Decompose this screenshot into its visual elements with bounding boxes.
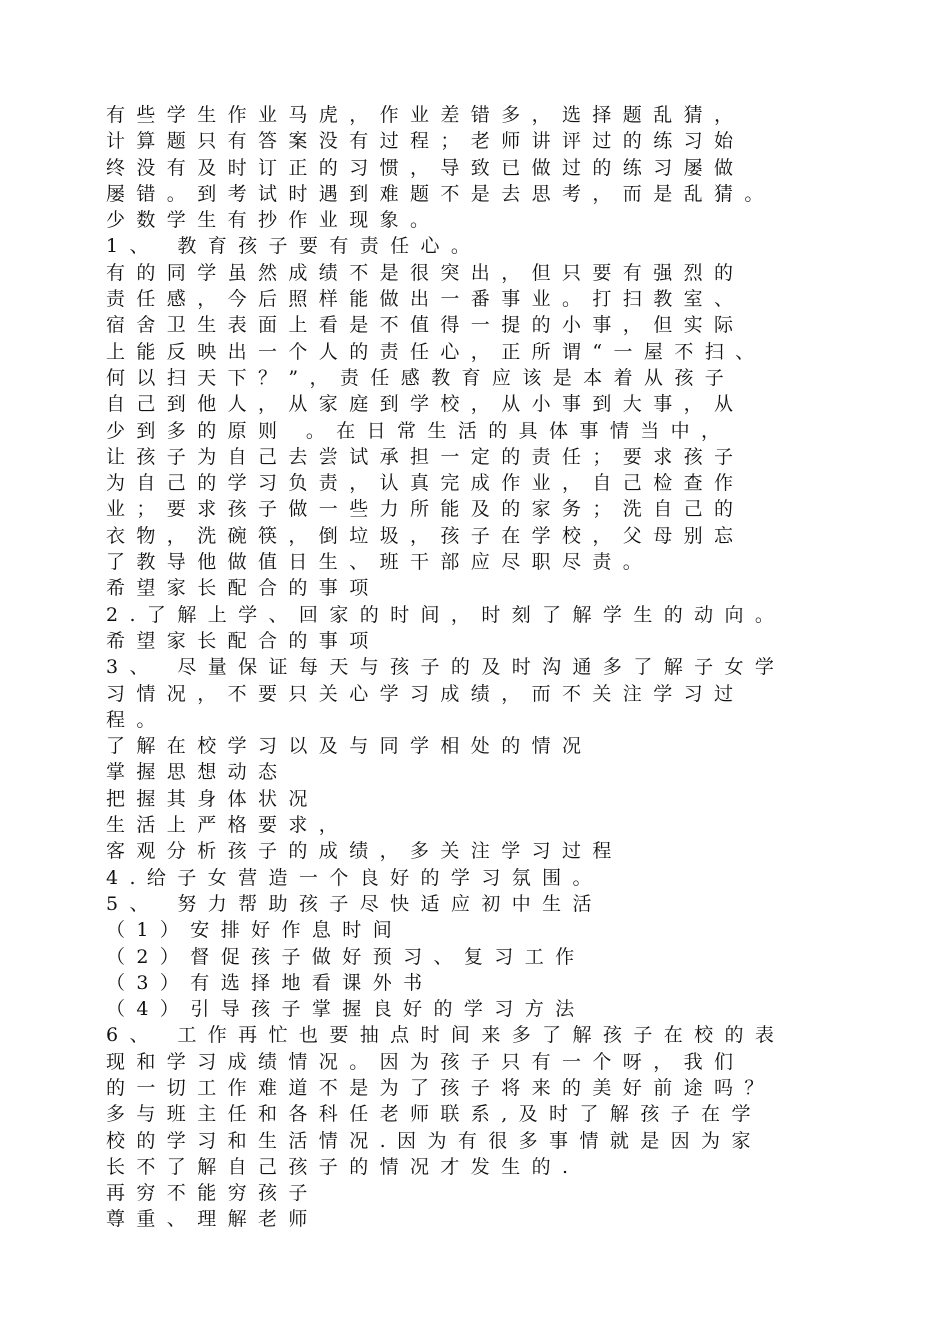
list-item: （2）督促孩子做好预习、复习工作	[106, 945, 586, 968]
text-line: 少数学生有抄作业现象。	[106, 209, 441, 232]
subheading: 希望家长配合的事项	[106, 629, 380, 652]
text-line: 习情况，不要只关心学习成绩，而不关注学习过	[106, 682, 745, 705]
text-line: 少到多的原则 。在日常生活的具体事情当中，	[106, 419, 732, 442]
text-line: 现和学习成绩情况。因为孩子只有一个呀，我们	[106, 1050, 745, 1073]
text-line: 的一切工作难道不是为了孩子将来的美好前途吗？	[106, 1076, 775, 1099]
list-item: 生活上严格要求，	[106, 814, 350, 837]
text-line: 让孩子为自己去尝试承担一定的责任；要求孩子	[106, 445, 745, 468]
list-item: （1）安排好作息时间	[106, 919, 404, 942]
document-body	[106, 102, 866, 1233]
list-item: 客观分析孩子的成绩，多关注学习过程	[106, 840, 623, 863]
text-line: 屡错。到考试时遇到难题不是去思考，而是乱猜。	[106, 182, 775, 205]
text-line: 校的学习和生活情况.因为有很多事情就是因为家	[106, 1129, 762, 1152]
list-item: 再穷不能穷孩子	[106, 1182, 319, 1205]
section-heading: 2.了解上学、回家的时间，时刻了解学生的动向。	[106, 603, 786, 626]
section-heading: 3、 尽量保证每天与孩子的及时沟通多了解子女学	[106, 656, 786, 679]
text-line: 多与班主任和各科任老师联系,及时了解孩子在学	[106, 1103, 762, 1126]
text-line: 终没有及时订正的习惯，导致已做过的练习屡做	[106, 156, 745, 179]
text-line: 责任感，今后照样能做出一番事业。打扫教室、	[106, 288, 745, 311]
text-line: 长不了解自己孩子的情况才发生的.	[106, 1155, 580, 1178]
list-item: （3）有选择地看课外书	[106, 971, 434, 994]
list-item: 了解在校学习以及与同学相处的情况	[106, 735, 593, 758]
section-heading: 5、 努力帮助孩子尽快适应初中生活	[106, 892, 603, 915]
text-line: 业；要求孩子做一些力所能及的家务；洗自己的	[106, 498, 745, 521]
text-line: 有些学生作业马虎，作业差错多，选择题乱猜，	[106, 104, 745, 126]
text-line: 衣物，洗碗筷，倒垃圾，孩子在学校，父母别忘	[106, 524, 745, 547]
text-line: 计算题只有答案没有过程；老师讲评过的练习始	[106, 130, 745, 153]
section-heading: 4.给子女营造一个良好的学习氛围。	[106, 866, 603, 889]
subheading: 希望家长配合的事项	[106, 577, 380, 600]
text-line: 上能反映出一个人的责任心，正所谓“一屋不扫、	[106, 340, 766, 363]
list-item: （4）引导孩子掌握良好的学习方法	[106, 998, 586, 1021]
list-item: 把握其身体状况	[106, 787, 319, 810]
list-item: 掌握思想动态	[106, 761, 289, 784]
text-line: 为自己的学习负责，认真完成作业，自己检查作	[106, 472, 745, 495]
text-line: 自己到他人，从家庭到学校，从小事到大事，从	[106, 393, 745, 416]
section-heading: 1、 教育孩子要有责任心。	[106, 235, 482, 258]
text-line: 宿舍卫生表面上看是不值得一提的小事，但实际	[106, 314, 745, 337]
text-line: 何以扫天下？”，责任感教育应该是本着从孩子	[106, 366, 736, 389]
section-heading: 6、 工作再忙也要抽点时间来多了解孩子在校的表	[106, 1024, 786, 1047]
text-line: 了教导他做值日生、班干部应尽职尽责。	[106, 551, 654, 574]
list-item: 尊重、理解老师	[106, 1208, 319, 1231]
text-line: 程。	[106, 708, 167, 731]
text-line: 有的同学虽然成绩不是很突出，但只要有强烈的	[106, 261, 745, 284]
